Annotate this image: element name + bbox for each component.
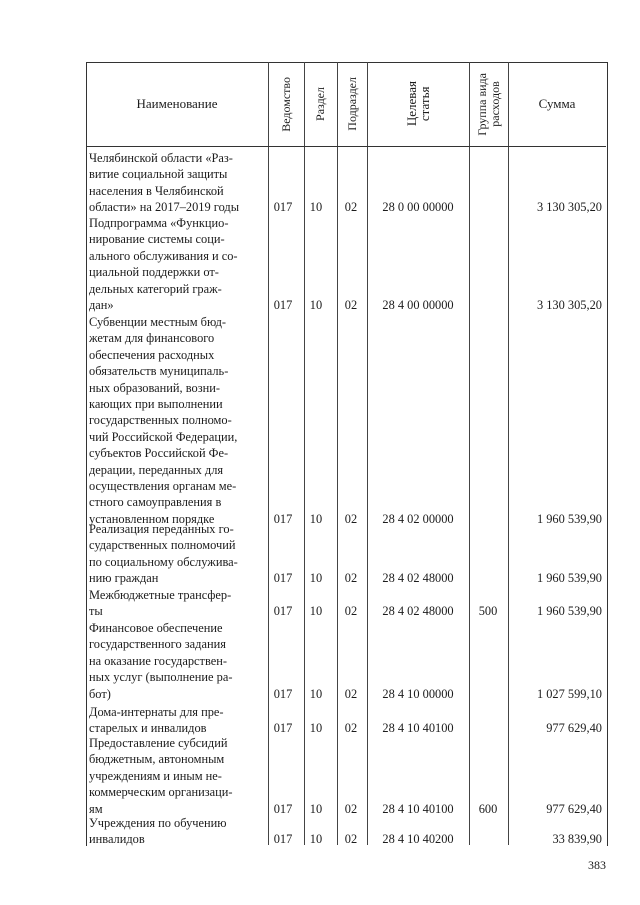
row-name-line: учреждениям и иным не- bbox=[89, 768, 222, 783]
row-podrazdel: 02 bbox=[344, 298, 358, 312]
page-number: 383 bbox=[588, 858, 606, 872]
row-name bbox=[89, 704, 261, 737]
row-name-line: обязательств муниципаль- bbox=[89, 364, 229, 379]
row-gruppa: 500 bbox=[478, 604, 498, 619]
row-summa: 1 027 599,10 bbox=[536, 686, 602, 701]
row-vedomstvo: 017 bbox=[273, 298, 293, 312]
row-name bbox=[89, 587, 261, 620]
row-name-line: Финансовое обеспечение bbox=[89, 621, 223, 635]
row-name-line: Челябинской области «Раз- bbox=[89, 151, 233, 165]
row-vedomstvo: 017 bbox=[273, 604, 293, 619]
row-name-line: Межбюджетные трансфер- bbox=[89, 588, 232, 602]
row-name-line: старелых и инвалидов bbox=[89, 721, 207, 736]
row-name-line: установленном порядке bbox=[89, 511, 215, 526]
row-name-line: государственного задания bbox=[89, 637, 226, 652]
row-vedomstvo: 017 bbox=[273, 686, 293, 701]
header-separator bbox=[86, 146, 606, 147]
header-celevaya-label bbox=[405, 81, 431, 126]
header-podrazdel-label: Подраздел bbox=[344, 77, 359, 131]
row-name-line: Субвенции местным бюд- bbox=[89, 315, 227, 329]
row-name-line: Подпрограмма «Функцио- bbox=[89, 216, 229, 230]
row-summa: 1 960 539,90 bbox=[536, 604, 602, 619]
row-celevaya: 28 4 10 40100 bbox=[382, 721, 454, 736]
row-summa: 3 130 305,20 bbox=[536, 298, 602, 312]
row-vedomstvo: 017 bbox=[273, 200, 293, 215]
row-name-line: Предоставление субсидий bbox=[89, 736, 228, 750]
row-podrazdel: 02 bbox=[344, 200, 358, 215]
row-name-line: ных образований, возни- bbox=[89, 380, 220, 395]
row-name-line: ям bbox=[89, 801, 103, 816]
row-celevaya: 28 0 00 00000 bbox=[382, 200, 454, 215]
header-summa-label: Сумма bbox=[538, 96, 576, 111]
row-name-line: ты bbox=[89, 604, 103, 619]
row-podrazdel: 02 bbox=[344, 801, 358, 816]
row-name-line: инвалидов bbox=[89, 832, 145, 847]
row-gruppa: 600 bbox=[478, 801, 498, 816]
row-name-line: сударственных полномочий bbox=[89, 538, 236, 553]
row-podrazdel: 02 bbox=[344, 832, 358, 847]
column-divider bbox=[367, 62, 368, 845]
row-name-line: осуществления органам ме- bbox=[89, 479, 237, 494]
row-name-line: кающих при выполнении bbox=[89, 397, 223, 412]
row-name-line: обеспечения расходных bbox=[89, 347, 215, 362]
row-name-line: жетам для финансового bbox=[89, 331, 215, 346]
row-name bbox=[89, 215, 261, 313]
header-gruppa-line: Группа вида bbox=[474, 72, 489, 136]
row-name-line: циальной поддержки от- bbox=[89, 265, 219, 280]
row-summa: 33 839,90 bbox=[552, 832, 602, 847]
row-podrazdel: 02 bbox=[344, 571, 358, 586]
row-vedomstvo: 017 bbox=[273, 721, 293, 736]
row-podrazdel: 02 bbox=[344, 686, 358, 701]
header-celevaya-line: статья bbox=[417, 86, 432, 122]
row-name-line: нирование системы соци- bbox=[89, 232, 225, 247]
row-razdel: 10 bbox=[309, 511, 323, 526]
row-podrazdel: 02 bbox=[344, 721, 358, 736]
row-celevaya: 28 4 02 48000 bbox=[382, 571, 454, 586]
row-razdel: 10 bbox=[309, 298, 323, 312]
header-name bbox=[86, 62, 268, 146]
row-name bbox=[89, 620, 261, 702]
row-summa: 1 960 539,90 bbox=[536, 571, 602, 586]
row-name bbox=[89, 815, 261, 848]
header-gruppa bbox=[469, 62, 508, 146]
row-razdel: 10 bbox=[309, 571, 323, 586]
row-name-line: витие социальной защиты bbox=[89, 167, 228, 182]
column-divider bbox=[469, 62, 470, 845]
row-vedomstvo: 017 bbox=[273, 511, 293, 526]
row-name-line: нию граждан bbox=[89, 571, 159, 586]
row-name-line: дан» bbox=[89, 298, 114, 313]
header-celevaya bbox=[367, 62, 469, 146]
row-name bbox=[89, 314, 261, 527]
row-celevaya: 28 4 02 48000 bbox=[382, 604, 454, 619]
row-celevaya: 28 4 10 40200 bbox=[382, 832, 454, 847]
row-name-line: Реализация переданных го- bbox=[89, 522, 234, 536]
row-name-line: дерации, переданных для bbox=[89, 462, 224, 477]
header-gruppa-line: расходов bbox=[487, 81, 502, 127]
row-summa: 977 629,40 bbox=[546, 721, 602, 736]
row-summa: 3 130 305,20 bbox=[536, 200, 602, 215]
row-name-line: по социальному обслужива- bbox=[89, 554, 238, 569]
row-razdel: 10 bbox=[309, 721, 323, 736]
row-name-line: коммерческим организаци- bbox=[89, 785, 233, 800]
row-name-line: дельных категорий граж- bbox=[89, 281, 222, 296]
header-razdel bbox=[304, 62, 337, 146]
row-name-line: государственных полномо- bbox=[89, 413, 232, 428]
row-podrazdel: 02 bbox=[344, 604, 358, 619]
header-gruppa-label bbox=[476, 73, 502, 136]
header-vedomstvo-label: Ведомство bbox=[278, 76, 293, 132]
row-celevaya: 28 4 10 00000 bbox=[382, 686, 454, 701]
row-name-line: ных услуг (выполнение ра- bbox=[89, 670, 233, 685]
header-razdel-label: Раздел bbox=[313, 87, 327, 121]
row-vedomstvo: 017 bbox=[273, 571, 293, 586]
row-name-line: бот) bbox=[89, 686, 111, 701]
row-vedomstvo: 017 bbox=[273, 801, 293, 816]
row-name bbox=[89, 735, 261, 817]
row-celevaya: 28 4 02 00000 bbox=[382, 511, 454, 526]
row-summa: 1 960 539,90 bbox=[536, 511, 602, 526]
row-celevaya: 28 4 10 40100 bbox=[382, 801, 454, 816]
row-razdel: 10 bbox=[309, 200, 323, 215]
row-name bbox=[89, 521, 261, 587]
row-razdel: 10 bbox=[309, 801, 323, 816]
column-divider bbox=[508, 62, 509, 845]
row-name-line: бюджетным, автономным bbox=[89, 752, 225, 767]
header-summa bbox=[508, 62, 606, 146]
header-name-label: Наименование bbox=[136, 96, 218, 111]
row-name-line: области» на 2017–2019 годы bbox=[89, 200, 240, 215]
row-celevaya: 28 4 00 00000 bbox=[382, 298, 454, 312]
row-name-line: субъектов Российской Фе- bbox=[89, 446, 229, 461]
row-name-line: Учреждения по обучению bbox=[89, 816, 227, 830]
row-name-line: чий Российской Федерации, bbox=[89, 429, 238, 444]
row-name bbox=[89, 150, 261, 216]
row-podrazdel: 02 bbox=[344, 511, 358, 526]
row-name-line: на оказание государствен- bbox=[89, 653, 227, 668]
row-name-line: стного самоуправления в bbox=[89, 495, 222, 510]
row-razdel: 10 bbox=[309, 604, 323, 619]
header-vedomstvo bbox=[268, 62, 304, 146]
row-name-line: населения в Челябинской bbox=[89, 183, 224, 198]
row-razdel: 10 bbox=[309, 686, 323, 701]
header-celevaya-line: Целевая bbox=[404, 81, 419, 127]
row-name-line: Дома-интернаты для пре- bbox=[89, 705, 224, 719]
header-podrazdel bbox=[337, 62, 367, 146]
row-summa: 977 629,40 bbox=[546, 801, 602, 816]
row-name-line: ального обслуживания и со- bbox=[89, 248, 238, 263]
row-vedomstvo: 017 bbox=[273, 832, 293, 847]
row-razdel: 10 bbox=[309, 832, 323, 847]
